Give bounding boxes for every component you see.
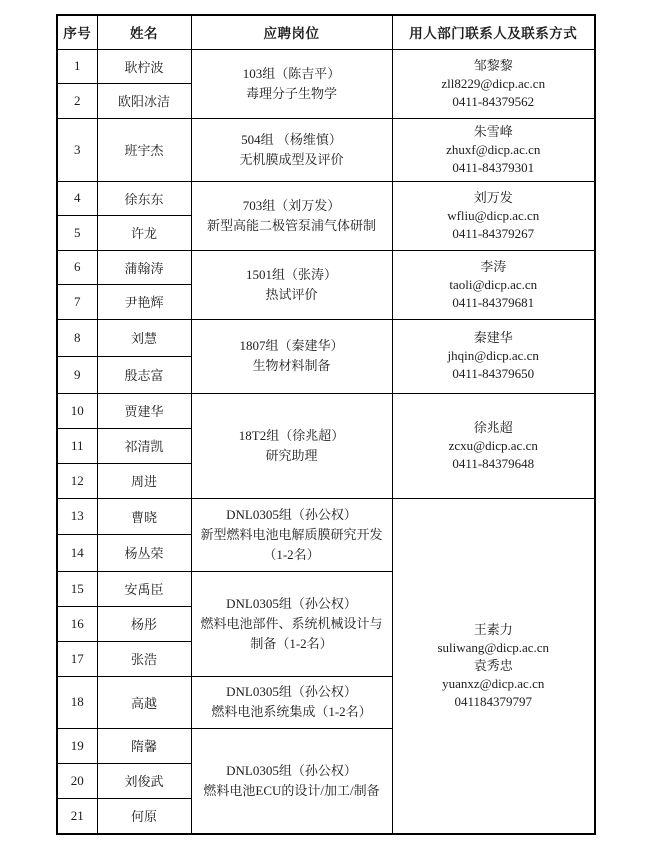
cell-no: 17 <box>57 641 97 676</box>
contact-email: jhqin@dicp.ac.cn <box>447 348 539 363</box>
cell-name: 刘慧 <box>97 319 191 356</box>
cell-name: 耿柠波 <box>97 49 191 83</box>
cell-position <box>191 676 392 728</box>
cell-name: 隋馨 <box>97 728 191 763</box>
cell-contact <box>392 49 595 118</box>
contact-name: 秦建华 <box>473 330 513 345</box>
contact-name: 刘万发 <box>473 189 513 205</box>
contact-name: 王素力 <box>473 621 513 637</box>
cell-no: 5 <box>57 215 97 250</box>
cell-position <box>191 728 392 834</box>
position-desc: 生物材料制备 <box>252 358 331 373</box>
table-row <box>57 250 595 284</box>
cell-no: 14 <box>57 534 97 571</box>
table-row <box>57 49 595 83</box>
cell-position <box>191 49 392 118</box>
position-desc: 无机膜成型及评价 <box>239 151 344 167</box>
cell-no: 11 <box>57 428 97 463</box>
cell-no: 19 <box>57 728 97 763</box>
position-group: DNL0305组（孙公权） <box>226 762 357 778</box>
cell-name: 蒲翰涛 <box>97 250 191 284</box>
cell-contact <box>392 393 595 498</box>
position-desc: 研究助理 <box>265 447 318 463</box>
position-desc: 热试评价 <box>265 286 318 302</box>
cell-no: 16 <box>57 606 97 641</box>
cell-name: 周进 <box>97 463 191 498</box>
contact-phone: 041184379797 <box>454 693 533 709</box>
header-no: 序号 <box>57 15 97 49</box>
recruitment-table <box>56 14 596 835</box>
position-desc: 毒理分子生物学 <box>245 85 337 101</box>
position-group: 1501组（张涛） <box>245 266 337 282</box>
cell-name: 张浩 <box>97 641 191 676</box>
cell-no: 4 <box>57 181 97 215</box>
cell-no: 18 <box>57 676 97 728</box>
cell-name: 何原 <box>97 798 191 834</box>
contact-phone: 0411-84379562 <box>452 93 535 109</box>
position-group: 504组 （杨维慎） <box>241 131 342 147</box>
contact-name: 袁秀忠 <box>473 657 513 673</box>
position-group: DNL0305组（孙公权） <box>226 684 357 699</box>
cell-position <box>191 319 392 393</box>
cell-name: 殷志富 <box>97 356 191 393</box>
contact-phone: 0411-84379267 <box>452 225 535 241</box>
cell-contact <box>392 498 595 834</box>
contact-email: suliwang@dicp.ac.cn <box>437 639 550 655</box>
cell-contact <box>392 118 595 181</box>
header-position: 应聘岗位 <box>191 15 392 49</box>
contact-email: zhuxf@dicp.ac.cn <box>446 141 541 157</box>
cell-no: 2 <box>57 83 97 118</box>
header-row <box>57 15 595 49</box>
table-row <box>57 118 595 181</box>
contact-name: 李涛 <box>480 258 507 274</box>
contact-phone: 0411-84379301 <box>452 159 535 175</box>
cell-position <box>191 181 392 250</box>
cell-name: 徐东东 <box>97 181 191 215</box>
cell-no: 7 <box>57 284 97 319</box>
cell-no: 8 <box>57 319 97 356</box>
contact-email: yuanxz@dicp.ac.cn <box>442 675 545 691</box>
cell-name: 杨丛荣 <box>97 534 191 571</box>
table-row <box>57 319 595 356</box>
position-desc: 燃料电池部件、系统机械设计与制备（1-2名） <box>200 615 383 651</box>
contact-name: 徐兆超 <box>473 419 513 435</box>
contact-name: 朱雪峰 <box>473 123 513 139</box>
cell-no: 9 <box>57 356 97 393</box>
position-group: 1807组（秦建华） <box>239 338 344 353</box>
cell-name: 杨彤 <box>97 606 191 641</box>
cell-name: 班宇杰 <box>97 118 191 181</box>
cell-position <box>191 498 392 571</box>
cell-name: 尹艳辉 <box>97 284 191 319</box>
cell-no: 10 <box>57 393 97 428</box>
contact-email: zll8229@dicp.ac.cn <box>441 75 546 91</box>
position-group: 18T2组（徐兆超） <box>238 427 345 443</box>
cell-contact <box>392 181 595 250</box>
contact-email: taoli@dicp.ac.cn <box>449 276 538 292</box>
position-group: DNL0305组（孙公权） <box>226 506 357 522</box>
cell-name: 刘俊武 <box>97 763 191 798</box>
position-group: DNL0305组（孙公权） <box>226 595 357 611</box>
cell-no: 13 <box>57 498 97 534</box>
table-row <box>57 181 595 215</box>
position-desc: 新型燃料电池电解质膜研究开发（1-2名） <box>200 526 383 562</box>
table-row <box>57 393 595 428</box>
cell-position <box>191 393 392 498</box>
position-desc: 燃料电池ECU的设计/加工/制备 <box>203 782 380 798</box>
contact-name: 邹黎黎 <box>473 57 513 73</box>
cell-no: 6 <box>57 250 97 284</box>
position-desc: 燃料电池系统集成（1-2名） <box>211 704 372 719</box>
cell-name: 贾建华 <box>97 393 191 428</box>
cell-position <box>191 118 392 181</box>
header-name: 姓名 <box>97 15 191 49</box>
cell-no: 3 <box>57 118 97 181</box>
cell-no: 21 <box>57 798 97 834</box>
cell-no: 20 <box>57 763 97 798</box>
cell-contact <box>392 319 595 393</box>
cell-no: 15 <box>57 571 97 606</box>
contact-phone: 0411-84379681 <box>452 294 535 310</box>
position-group: 103组（陈吉平） <box>242 65 341 81</box>
cell-position <box>191 571 392 676</box>
cell-name: 祁清凯 <box>97 428 191 463</box>
contact-email: wfliu@dicp.ac.cn <box>447 207 540 223</box>
cell-name: 曹晓 <box>97 498 191 534</box>
cell-name: 安禹臣 <box>97 571 191 606</box>
cell-name: 高越 <box>97 676 191 728</box>
header-contact: 用人部门联系人及联系方式 <box>392 15 595 49</box>
position-group: 703组（刘万发） <box>242 197 341 213</box>
cell-no: 12 <box>57 463 97 498</box>
cell-contact <box>392 250 595 319</box>
cell-name: 许龙 <box>97 215 191 250</box>
contact-email: zcxu@dicp.ac.cn <box>448 437 538 453</box>
cell-no: 1 <box>57 49 97 83</box>
contact-phone: 0411-84379648 <box>452 455 535 471</box>
contact-phone: 0411-84379650 <box>452 366 535 381</box>
cell-name: 欧阳冰洁 <box>97 83 191 118</box>
table-row <box>57 498 595 534</box>
cell-position <box>191 250 392 319</box>
position-desc: 新型高能二极管泵浦气体研制 <box>206 217 376 233</box>
